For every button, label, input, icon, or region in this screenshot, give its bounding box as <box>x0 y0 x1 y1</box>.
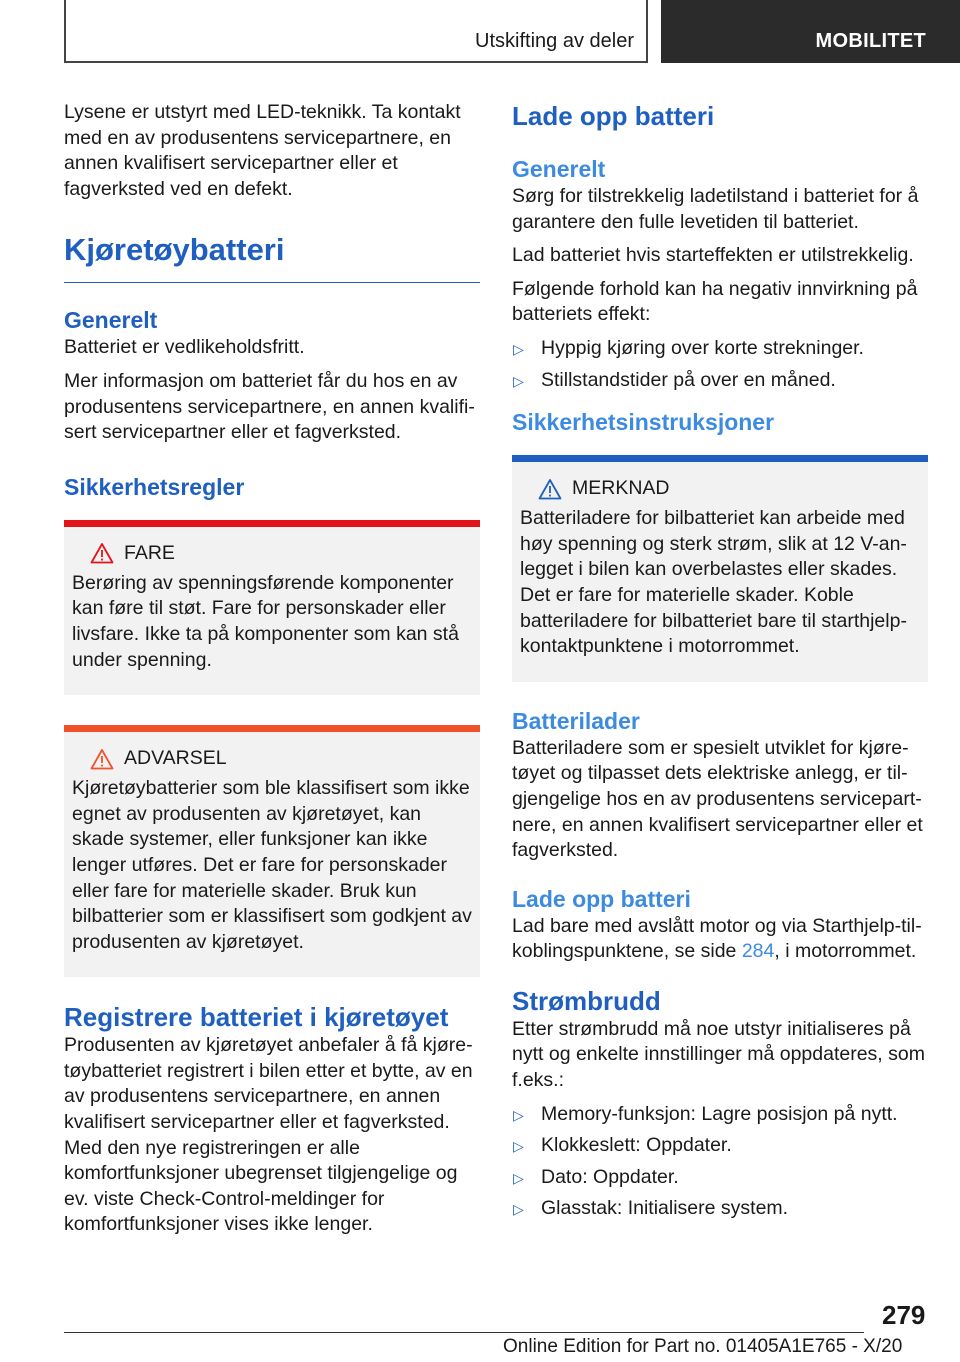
footer-edition: Online Edition for Part no. 01405A1E765 - X/20 <box>503 1336 903 1357</box>
bullet-arrow-icon: ▷ <box>513 372 524 389</box>
right-generelt-heading: Generelt <box>512 156 606 182</box>
right-generelt-paragraph-1: Sørg for tilstrekkelig ladetilstand i batteriet for å garantere den fulle levetiden til batteriet. <box>512 185 919 233</box>
left-column <box>64 100 480 1238</box>
header-chapter-box <box>661 0 960 63</box>
danger-box <box>64 520 480 695</box>
bullet-arrow-icon: ▷ <box>513 1201 524 1218</box>
page-title: Kjøretøybatteri <box>64 232 480 283</box>
generelt-heading: Generelt <box>64 307 158 334</box>
bullet-arrow-icon: ▷ <box>513 1138 524 1155</box>
notice-box <box>512 455 928 682</box>
right-column <box>512 100 928 1228</box>
sikkerhetsregler-heading: Sikkerhetsregler <box>64 473 245 500</box>
lade-opp-subheading: Lade opp batteri <box>512 885 691 912</box>
danger-text: Berøring av spenningsførende komponenter kan føre til støt. Fare for personskader eller livsfare. Ikke ta på komponenter som kan stå under spenning. <box>72 571 459 671</box>
right-generelt-paragraph-3: Følgende forhold kan ha negativ innvirkning på batteriets effekt: <box>512 277 918 326</box>
batterilader-paragraph: Batteriladere som er spesielt utviklet for kjøretøyet og tilpasset dets elektriske anlegg, er tilgjengelige hos en av produsentens servicepartnere, en annen kvalifisert servicepartner eller et fagverksted. <box>512 736 923 862</box>
page-number: 279 <box>882 1300 926 1330</box>
notice-bar <box>512 455 928 462</box>
danger-label: FARE <box>124 541 175 564</box>
lade-opp-paragraph: Lad bare med avslått motor og via Starthjelp-tilkoblingspunktene, se side 284, i motorrommet. <box>512 914 922 963</box>
list-item: ▷ Dato: Oppdater. <box>512 1165 928 1191</box>
list-item: ▷ Stillstandstider på over en måned. <box>512 368 928 394</box>
sikkerhetsinstruksjoner-heading: Sikkerhetsinstruksjoner <box>512 409 775 436</box>
intro-paragraph: Lysene er utstyrt med LED-teknikk. Ta kontakt med en av produsentens servicepartnere, en annen kvalifisert servicepartner eller et fagverksted ved en defekt. <box>64 101 461 200</box>
page-reference-link[interactable]: 284 <box>741 940 775 963</box>
strombrudd-bullet-list <box>512 1102 928 1222</box>
warning-triangle-icon <box>538 478 562 500</box>
warning-triangle-icon <box>90 542 114 564</box>
list-item: ▷ Memory-funksjon: Lagre posisjon på nytt. <box>512 1102 928 1128</box>
generelt-paragraph-2: Mer informasjon om batteriet får du hos en av produsentens servicepartnere, en annen kvalifisert servicepartner eller et fagverksted. <box>64 369 475 444</box>
warning-title <box>90 747 472 770</box>
strombrudd-paragraph: Etter strømbrudd må noe utstyr initialiseres på nytt og enkelte innstillinger må oppdateres, som f.eks.: <box>512 1017 925 1092</box>
warning-bar <box>64 725 480 732</box>
bullet-arrow-icon: ▷ <box>513 1169 524 1186</box>
generelt-paragraph-1: Batteriet er vedlikeholdsfritt. <box>64 336 305 359</box>
right-generelt-paragraph-2: Lad batteriet hvis starteffekten er utilstrekkelig. <box>512 244 914 267</box>
header-section-title: Utskifting av deler <box>475 30 634 52</box>
footer-divider <box>64 1332 864 1333</box>
header-chapter-title: MOBILITET <box>815 30 926 52</box>
list-item: ▷ Klokkeslett: Oppdater. <box>512 1133 928 1159</box>
bullet-arrow-icon: ▷ <box>513 340 524 357</box>
list-item: ▷ Hyppig kjøring over korte strekninger. <box>512 336 928 362</box>
danger-title <box>90 542 472 565</box>
warning-triangle-icon <box>90 748 114 770</box>
danger-bar <box>64 520 480 527</box>
notice-title <box>538 477 920 500</box>
registrere-heading: Registrere batteriet i kjøretøyet <box>64 1002 449 1033</box>
warning-text: Kjøretøybatterier som ble klassifisert som ikke egnet av produsenten av kjøretøyet, kan skade systemer, eller funksjoner kan ikke lenger utføres. Det er fare for personskader eller fare for materielle skader. Bruk kun bilbatterier som er klassifisert som godkjent av produsenten av kjøretøyet. <box>72 777 472 953</box>
header-section-box <box>64 0 648 63</box>
warning-label: ADVARSEL <box>124 747 227 770</box>
lade-opp-heading: Lade opp batteri <box>512 101 715 131</box>
generelt-bullet-list <box>512 336 928 393</box>
batterilader-heading: Batterilader <box>512 707 640 734</box>
notice-text: Batteriladere for bilbatteriet kan arbeide med høy spenning og sterk strøm, slik at 12 V-anlegget i bilen kan overbelastes eller skades. Det er fare for materielle skader. Koble batteriladere for bilbatteriet bare til starthjelp-kontaktpunktene i motorrommet. <box>520 507 907 658</box>
registrere-paragraph: Produsenten av kjøretøyet anbefaler å få kjøretøybatteriet registrert i bilen etter et bytte, av en av produsentens servicepartnere, en annen kvalifisert servicepartner eller et fagverksted. Med den nye registreringen er alle komfortfunksjoner ubegrenset tilgjengelige og ev. viste Check-Control-meldinger for komfortfunksjoner vises ikke lenger. <box>64 1034 473 1236</box>
notice-label: MERKNAD <box>572 477 670 500</box>
strombrudd-heading: Strømbrudd <box>512 985 661 1016</box>
bullet-arrow-icon: ▷ <box>513 1106 524 1123</box>
list-item: ▷ Glasstak: Initialisere system. <box>512 1196 928 1222</box>
warning-box <box>64 725 480 977</box>
